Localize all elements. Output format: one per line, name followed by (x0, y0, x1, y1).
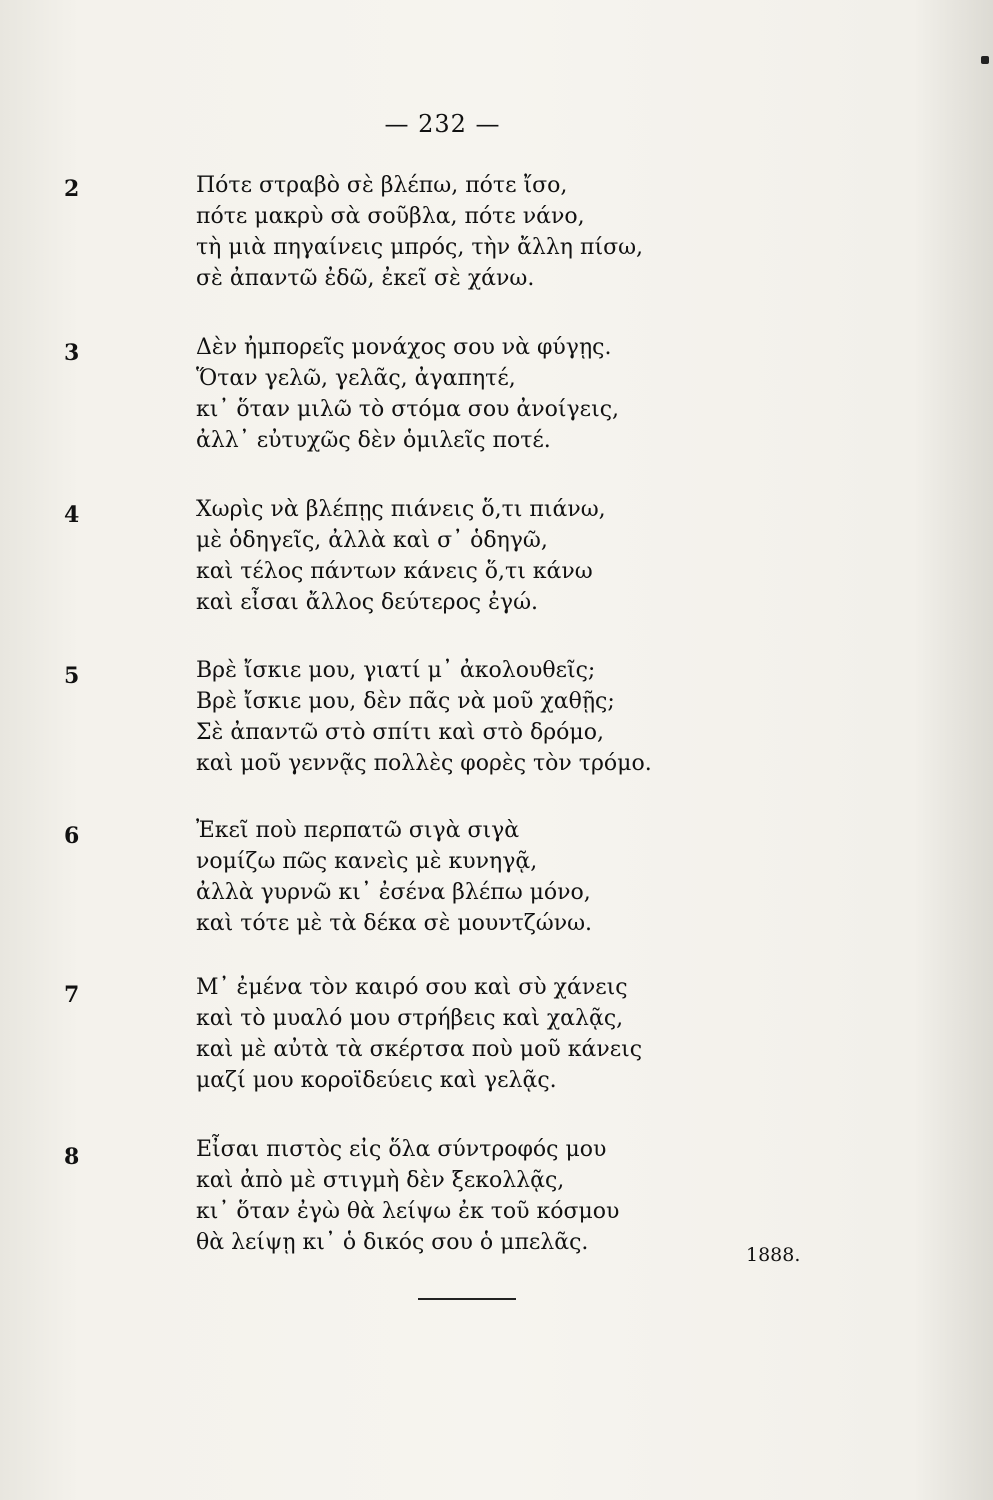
section-divider (418, 1298, 516, 1300)
verse-line: θὰ λείψῃ κι᾿ ὁ δικός σου ὁ μπελᾶς. (196, 1230, 589, 1255)
verse-line: καὶ τὸ μυαλό μου στρήβεις καὶ χαλᾷς, (196, 1006, 624, 1031)
verse-line: νομίζω πῶς κανεὶς μὲ κυνηγᾷ, (196, 849, 538, 874)
stanza-lines (196, 170, 643, 294)
verse-line: Πότε στραβὸ σὲ βλέπω, πότε ἴσο, (196, 173, 568, 198)
stanza-lines (196, 332, 619, 456)
verse-line: Σὲ ἀπαντῶ στὸ σπίτι καὶ στὸ δρόμο, (196, 720, 604, 745)
stanza-lines (196, 655, 652, 779)
stanza-number: 2 (64, 176, 80, 202)
stanza-lines (196, 494, 606, 618)
stanza-lines (196, 1134, 619, 1258)
verse-line: μαζί μου κοροϊδεύεις καὶ γελᾷς. (196, 1068, 557, 1093)
stanza-number: 6 (64, 823, 80, 849)
verse-line: ἀλλ᾿ εὐτυχῶς δὲν ὁμιλεῖς ποτέ. (196, 428, 551, 453)
stanza-number: 3 (64, 340, 80, 366)
verse-line: ἀλλὰ γυρνῶ κι᾿ ἐσένα βλέπω μόνο, (196, 880, 591, 905)
page-number: — 232 — (384, 110, 501, 138)
verse-line: Μ᾿ ἐμένα τὸν καιρό σου καὶ σὺ χάνεις (196, 975, 628, 1000)
verse-line: Βρὲ ἴσκιε μου, δὲν πᾶς νὰ μοῦ χαθῇς; (196, 689, 615, 714)
page-edge-mark (981, 56, 989, 64)
stanza-number: 8 (64, 1144, 80, 1170)
stanza-number: 5 (64, 663, 80, 689)
verse-line: καὶ τότε μὲ τὰ δέκα σὲ μουντζώνω. (196, 911, 593, 936)
verse-line: μὲ ὁδηγεῖς, ἀλλὰ καὶ σ᾿ ὁδηγῶ, (196, 528, 548, 553)
verse-line: Δὲν ἠμπορεῖς μονάχος σου νὰ φύγῃς. (196, 335, 612, 360)
stanza-lines (196, 815, 592, 939)
verse-line: καὶ μὲ αὐτὰ τὰ σκέρτσα ποὺ μοῦ κάνεις (196, 1037, 643, 1062)
stanza-number: 7 (64, 982, 80, 1008)
verse-line: σὲ ἀπαντῶ ἐδῶ, ἐκεῖ σὲ χάνω. (196, 266, 535, 291)
verse-line: Ἐκεῖ ποὺ περπατῶ σιγὰ σιγὰ (196, 818, 520, 843)
verse-line: τὴ μιὰ πηγαίνεις μπρός, τὴν ἄλλη πίσω, (196, 235, 644, 260)
verse-line: Εἶσαι πιστὸς εἰς ὅλα σύντροφός μου (196, 1137, 607, 1162)
verse-line: κι᾿ ὅταν μιλῶ τὸ στόμα σου ἀνοίγεις, (196, 397, 620, 422)
verse-line: Ὅταν γελῶ, γελᾶς, ἀγαπητέ, (196, 366, 516, 391)
poem-date: 1888. (746, 1244, 801, 1266)
stanza-number: 4 (64, 502, 80, 528)
stanza-lines (196, 972, 642, 1096)
verse-line: καὶ μοῦ γεννᾷς πολλὲς φορὲς τὸν τρόμο. (196, 751, 652, 776)
verse-line: καὶ εἶσαι ἄλλος δεύτερος ἐγώ. (196, 590, 539, 615)
verse-line: καὶ τέλος πάντων κάνεις ὅ,τι κάνω (196, 559, 593, 584)
verse-line: καὶ ἀπὸ μὲ στιγμὴ δὲν ξεκολλᾷς, (196, 1168, 565, 1193)
verse-line: Χωρὶς νὰ βλέπῃς πιάνεις ὅ,τι πιάνω, (196, 497, 606, 522)
verse-line: Βρὲ ἴσκιε μου, γιατί μ᾿ ἀκολουθεῖς; (196, 658, 596, 683)
verse-line: κι᾿ ὅταν ἐγὼ θὰ λείψω ἐκ τοῦ κόσμου (196, 1199, 620, 1224)
verse-line: πότε μακρὺ σὰ σοῦβλα, πότε νάνο, (196, 204, 585, 229)
